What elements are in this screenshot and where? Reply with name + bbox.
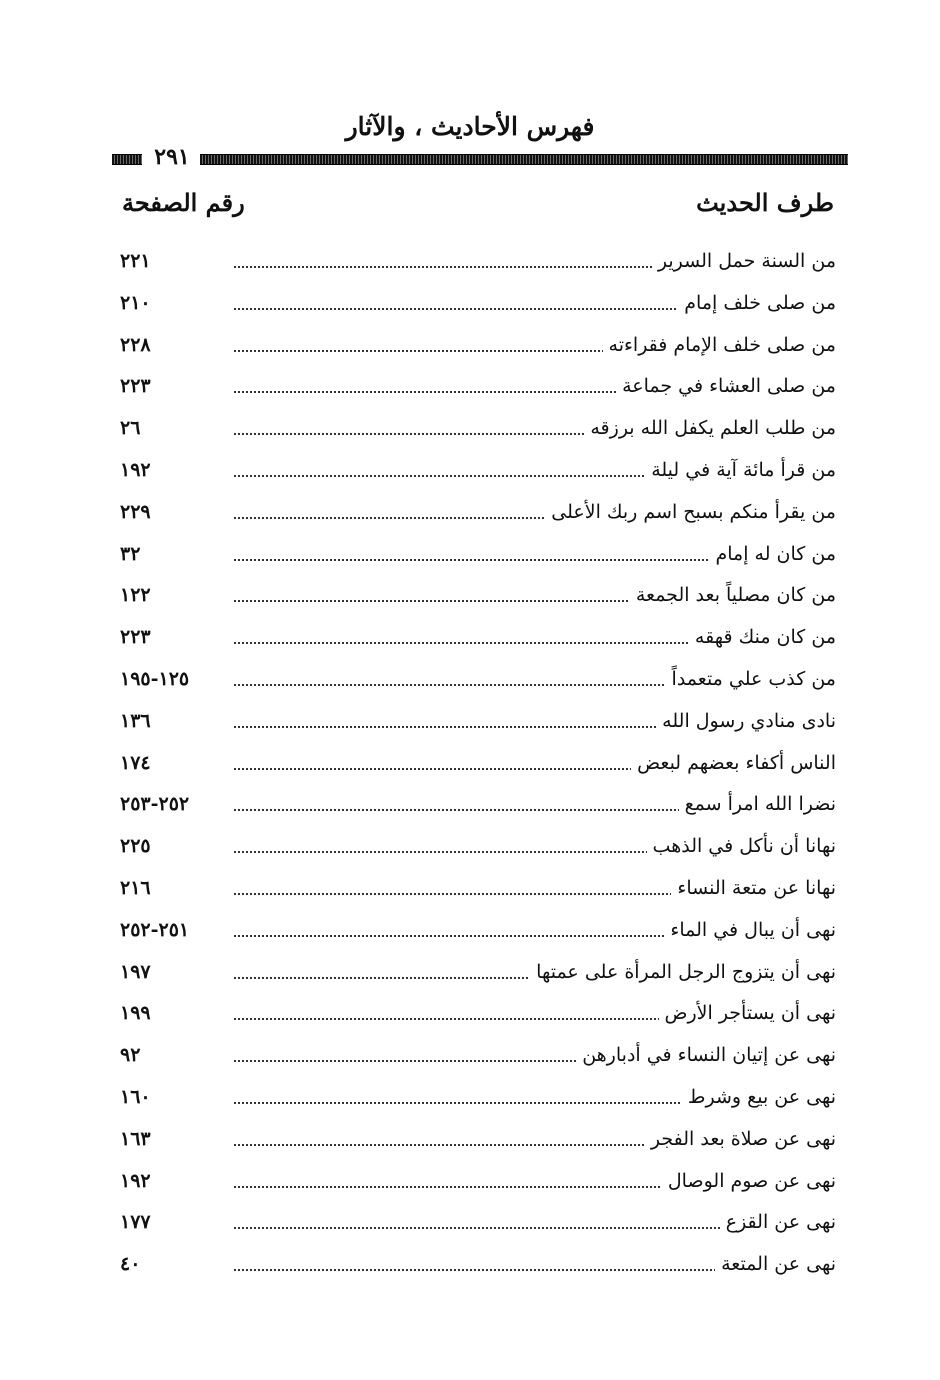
entry-title: نضرا الله امرأ سمع xyxy=(679,793,836,815)
index-entry xyxy=(120,829,836,871)
entry-page-number: ٢٥٢-٢٥٣ xyxy=(120,793,190,816)
entry-page-number: ١٢٥-١٩٥ xyxy=(120,667,190,690)
entry-page-number: ٢٢١ xyxy=(120,250,151,272)
entry-title: من صلى خلف الإمام فقراءته xyxy=(603,334,836,356)
index-entry xyxy=(120,913,836,955)
entry-page-number: ٤٠ xyxy=(120,1253,141,1276)
entry-title: نهى عن صوم الوصال xyxy=(662,1170,836,1192)
entry-page-number: ١٢٢ xyxy=(120,584,151,607)
entry-page-number: ٢٢٨ xyxy=(120,333,151,356)
entry-title: نهى عن صلاة بعد الفجر xyxy=(645,1128,836,1150)
index-entry xyxy=(120,369,836,411)
entry-page-number: ١٩٢ xyxy=(120,1169,151,1192)
index-entry xyxy=(120,955,836,997)
entry-title: نهى عن القزع xyxy=(720,1211,836,1233)
entry-title: نهى أن يبال في الماء xyxy=(664,919,836,941)
page-number: ٢٩١ xyxy=(154,144,190,170)
entry-page-number: ١٣٦ xyxy=(120,709,151,732)
entry-title: نادى منادي رسول الله xyxy=(656,710,836,732)
index-entry xyxy=(120,1038,836,1080)
entry-page-number: ١٦٠ xyxy=(120,1085,151,1108)
entry-title: نهانا أن نأكل في الذهب xyxy=(647,835,836,857)
index-entry xyxy=(120,1122,836,1164)
index-entry xyxy=(120,746,836,788)
index-entry xyxy=(120,1205,836,1247)
entry-title: من كذب علي متعمداً xyxy=(666,668,836,690)
header-rule xyxy=(112,144,848,170)
index-entry xyxy=(120,286,836,328)
index-entry xyxy=(120,662,836,704)
index-entry xyxy=(120,537,836,579)
entry-title: نهى عن إتيان النساء في أدبارهن xyxy=(576,1044,836,1066)
index-entry xyxy=(120,1247,836,1289)
entry-title: من كان له إمام xyxy=(709,543,836,565)
index-entry xyxy=(120,1164,836,1206)
entry-page-number: ٢٢٩ xyxy=(120,500,151,523)
entry-title: من طلب العلم يكفل الله برزقه xyxy=(584,417,836,439)
entry-title: من قرأ مائة آية في ليلة xyxy=(645,459,836,481)
entry-title: من يقرأ منكم بسبح اسم ربك الأعلى xyxy=(545,501,836,523)
entry-title: نهى عن المتعة xyxy=(715,1253,836,1275)
header-rule-left-bar xyxy=(112,154,142,165)
entry-title: نهى عن بيع وشرط xyxy=(682,1086,836,1108)
entry-title: من السنة حمل السرير xyxy=(652,250,836,272)
index-entries xyxy=(120,244,836,1289)
index-entry xyxy=(120,996,836,1038)
index-entry xyxy=(120,244,836,286)
entry-page-number: ١٩٧ xyxy=(120,960,151,983)
page-title: فهرس الأحاديث ، والآثار xyxy=(345,112,595,141)
column-header-hadith: طرف الحديث xyxy=(696,188,834,217)
entry-title: نهانا عن متعة النساء xyxy=(671,877,836,899)
index-entry xyxy=(120,620,836,662)
index-entry xyxy=(120,328,836,370)
column-header-page: رقم الصفحة xyxy=(122,188,245,217)
index-entry xyxy=(120,411,836,453)
entry-page-number: ٢٢٣ xyxy=(120,375,151,398)
entry-page-number: ٢٥١-٢٥٢ xyxy=(120,918,190,941)
entry-title: من كان مصلياً بعد الجمعة xyxy=(630,584,836,606)
header-rule-right-bar xyxy=(200,154,848,165)
entry-page-number: ٣٢ xyxy=(120,542,141,565)
index-entry xyxy=(120,704,836,746)
entry-title: الناس أكفاء بعضهم لبعض xyxy=(631,752,836,774)
entry-page-number: ١٩٢ xyxy=(120,458,151,481)
entry-title: من كان منك قهقه xyxy=(689,626,836,648)
index-entry xyxy=(120,495,836,537)
entry-page-number: ١٦٣ xyxy=(120,1127,151,1150)
entry-page-number: ٢١٠ xyxy=(120,291,151,314)
entry-page-number: ٢١٦ xyxy=(120,876,151,899)
entry-page-number: ١٩٩ xyxy=(120,1002,151,1025)
index-entry xyxy=(120,871,836,913)
index-entry xyxy=(120,578,836,620)
entry-page-number: ٢٢٥ xyxy=(120,835,151,858)
entry-page-number: ٢٦ xyxy=(120,417,141,440)
entry-title: من صلى العشاء في جماعة xyxy=(616,375,836,397)
entry-page-number: ١٧٤ xyxy=(120,751,151,774)
index-entry xyxy=(120,453,836,495)
entry-title: من صلى خلف إمام xyxy=(678,292,836,314)
entry-page-number: ٢٢٣ xyxy=(120,626,151,649)
entry-page-number: ١٧٧ xyxy=(120,1211,151,1234)
entry-page-number: ٩٢ xyxy=(120,1044,141,1067)
entry-title: نهى أن يتزوج الرجل المرأة على عمتها xyxy=(530,961,836,983)
entry-title: نهى أن يستأجر الأرض xyxy=(659,1002,836,1024)
index-entry xyxy=(120,1080,836,1122)
index-entry xyxy=(120,787,836,829)
